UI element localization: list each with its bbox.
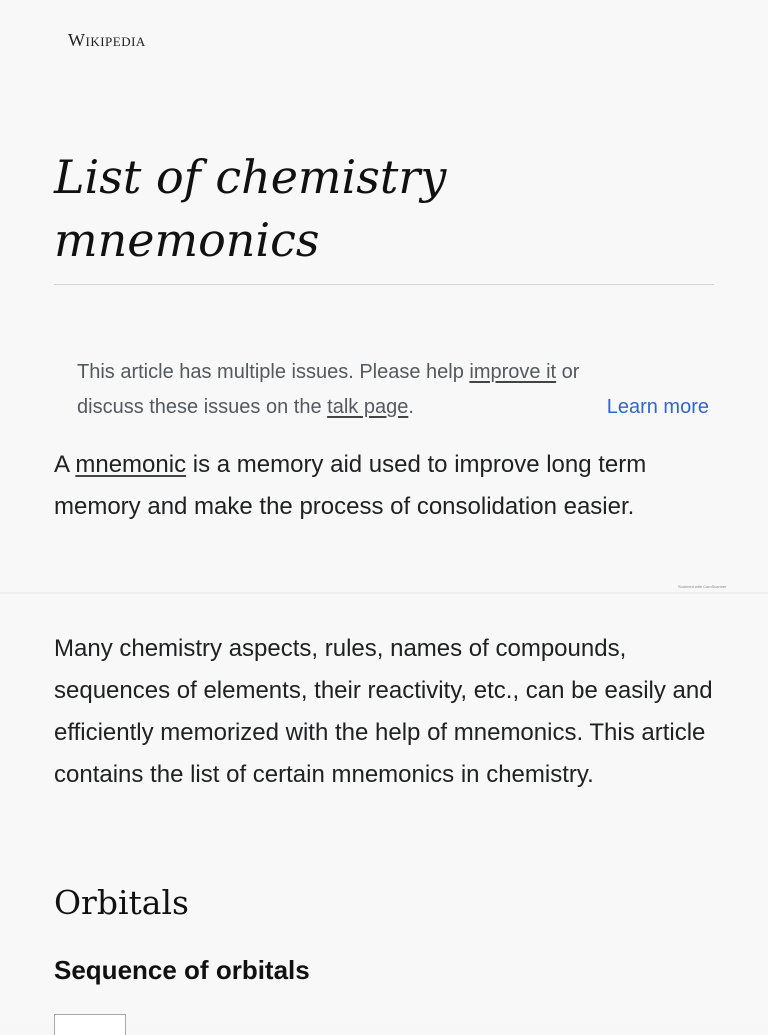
mnemonic-link[interactable]: mnemonic <box>75 451 187 478</box>
scanner-watermark: Scanned with CamScanner <box>678 584 727 589</box>
issues-line-2-text <box>77 390 414 425</box>
wikipedia-wordmark[interactable]: Wikipedia <box>68 30 146 50</box>
issues-notice <box>77 355 717 425</box>
issues-discuss-text: discuss these issues on the <box>77 396 328 418</box>
cutoff-table-box <box>54 1014 126 1035</box>
subsection-heading-sequence: Sequence of orbitals <box>54 955 310 985</box>
issues-line-1 <box>77 355 717 390</box>
lead-text: is a memory aid used to improve long term memory and make the process of consolidation easier. <box>54 451 647 520</box>
issues-period: . <box>408 396 414 418</box>
section-heading-orbitals: Orbitals <box>54 883 189 922</box>
lead-prefix: A <box>54 451 76 478</box>
improve-it-link[interactable]: improve it <box>469 361 557 383</box>
learn-more-link[interactable]: Learn more <box>606 396 709 418</box>
page-title: List of chemistry mnemonics <box>54 150 447 267</box>
lead-paragraph <box>54 444 722 528</box>
issues-line-2 <box>77 390 709 425</box>
issues-text: This article has multiple issues. Please help <box>77 361 470 383</box>
talk-page-link[interactable]: talk page <box>327 396 409 418</box>
issues-text-or: or <box>556 361 580 383</box>
page-break <box>0 592 768 594</box>
title-divider <box>54 284 714 285</box>
intro-paragraph: Many chemistry aspects, rules, names of compounds, sequences of elements, their reactivity, etc., can be easily and efficiently memorized with the help of mnemonics. This article contains the list of certain mnemonics in chemistry. <box>54 635 713 788</box>
